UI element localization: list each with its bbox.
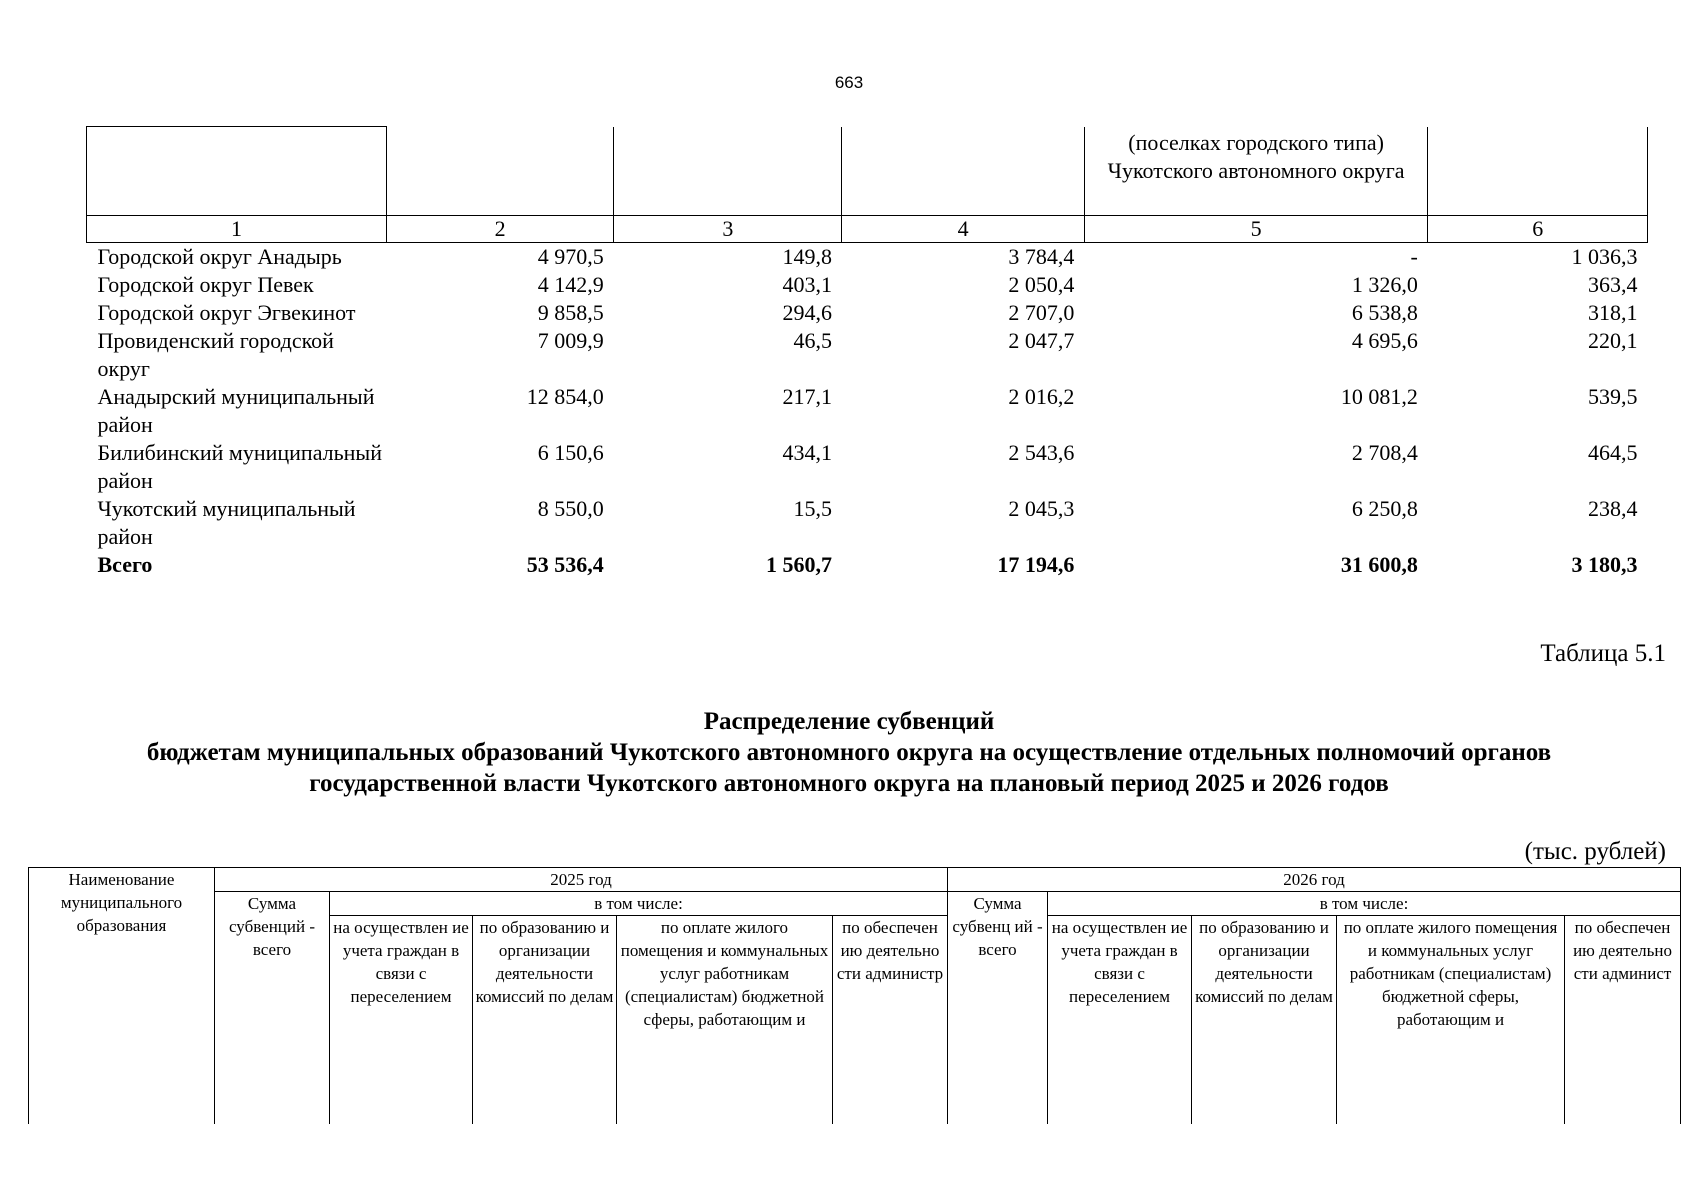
table-row (87, 327, 1648, 383)
cell-value: 2 050,4 (1008, 271, 1075, 297)
column-number: 1 (87, 215, 387, 242)
cell-value: 2 016,2 (1008, 383, 1075, 409)
header-row-continuation (87, 127, 1648, 216)
column-header-including-2025: в том числе: (330, 892, 948, 916)
municipality-name: Провиденский городской округ (97, 327, 334, 381)
cell-value: 7 009,9 (537, 327, 604, 353)
header-cell-3 (614, 127, 842, 216)
column-header-year-2026: 2026 год (948, 868, 1681, 892)
table-row (87, 495, 1648, 551)
cell-value: 10 081,2 (1340, 383, 1418, 409)
cell-value: 403,1 (782, 271, 832, 297)
cell-value: 434,1 (782, 439, 832, 465)
page-number: 663 (834, 73, 864, 92)
cell-value: 46,5 (793, 327, 832, 353)
total-value: 53 536,4 (526, 551, 604, 577)
units-label: (тыс. рублей) (1524, 838, 1666, 865)
municipality-name: Чукотский муниципальный район (97, 495, 356, 549)
table-row (87, 439, 1648, 495)
municipality-name: Городской округ Эгвекинот (97, 299, 356, 325)
column-header-including-2026: в том числе: (1048, 892, 1681, 916)
cell-value: 149,8 (782, 243, 832, 269)
cell-value: 2 707,0 (1008, 299, 1075, 325)
title-line-2: бюджетам муниципальных образований Чукотского автономного округа на осуществление отдельных полномочий органов (146, 739, 1552, 766)
subsidy-distribution-table (28, 867, 1681, 1124)
column-header-total-2025: Сумма субвенций - всего (215, 892, 330, 1125)
cell-value: 217,1 (782, 383, 832, 409)
cell-value: 2 045,3 (1008, 495, 1075, 521)
total-label: Всего (97, 551, 153, 577)
cell-value: 1 036,3 (1571, 243, 1638, 269)
column-header-registration-2025: на осуществлен ие учета граждан в связи с переселением (330, 916, 473, 1125)
column-header-total-2026: Сумма субвенц ий - всего (948, 892, 1048, 1125)
cell-value: 8 550,0 (537, 495, 604, 521)
cell-value: 4 970,5 (537, 243, 604, 269)
table-row (87, 271, 1648, 299)
total-row (87, 551, 1648, 579)
cell-value: 318,1 (1588, 299, 1638, 325)
municipality-name: Городской округ Анадырь (97, 243, 342, 269)
cell-value: 2 047,7 (1008, 327, 1075, 353)
column-header-administration-2026: по обеспечен ию деятельно сти админист (1565, 916, 1681, 1125)
cell-value: 2 543,6 (1008, 439, 1075, 465)
header-row-groups (29, 892, 1681, 916)
cell-value: 9 858,5 (537, 299, 604, 325)
column-number: 2 (387, 215, 614, 242)
municipality-name: Анадырский муниципальный район (97, 383, 375, 437)
total-value: 31 600,8 (1340, 551, 1418, 577)
cell-value: 238,4 (1588, 495, 1638, 521)
cell-value: 6 150,6 (537, 439, 604, 465)
column-header-year-2025: 2025 год (215, 868, 948, 892)
column-header-registration-2026: на осуществлен ие учета граждан в связи с переселением (1048, 916, 1192, 1125)
cell-value: 363,4 (1588, 271, 1638, 297)
column-header-education-2026: по образованию и организации деятельности комиссий по делам (1192, 916, 1337, 1125)
cell-value: 15,5 (793, 495, 832, 521)
column-header-housing-2025: по оплате жилого помещения и коммунальных услуг работникам (специалистам) бюджетной сферы, работающим и (617, 916, 833, 1125)
table-row (87, 242, 1648, 271)
header-cell-6 (1428, 127, 1648, 216)
header-cell-4 (842, 127, 1084, 216)
total-value: 17 194,6 (997, 551, 1075, 577)
column-number: 4 (842, 215, 1084, 242)
cell-value: 4 695,6 (1351, 327, 1418, 353)
column-number: 6 (1428, 215, 1648, 242)
cell-value: - (1410, 243, 1418, 269)
cell-value: 6 250,8 (1351, 495, 1418, 521)
table-row (87, 383, 1648, 439)
cell-value: 220,1 (1588, 327, 1638, 353)
municipality-name: Городской округ Певек (97, 271, 314, 297)
column-header-education-2025: по образованию и организации деятельности комиссий по делам (473, 916, 617, 1125)
cell-value: 539,5 (1588, 383, 1638, 409)
cell-value: 3 784,4 (1008, 243, 1075, 269)
header-row-years (29, 868, 1681, 892)
column-header-administration-2025: по обеспечен ию деятельно сти администр (833, 916, 948, 1125)
title-line-3: государственной власти Чукотского автономного округа на плановый период 2025 и 2026 годов (309, 770, 1389, 797)
cell-value: 2 708,4 (1351, 439, 1418, 465)
table-label: Таблица 5.1 (1540, 640, 1666, 667)
section-title (0, 706, 1698, 799)
column-header-housing-2026: по оплате жилого помещения и коммунальных услуг работникам (специалистам) бюджетной сферы, работающим и (1337, 916, 1565, 1125)
municipality-name: Билибинский муниципальный район (97, 439, 382, 493)
header-cell-5: (поселках городского типа) Чукотского автономного округа (1084, 127, 1428, 216)
cell-value: 6 538,8 (1351, 299, 1418, 325)
cell-value: 12 854,0 (526, 383, 604, 409)
header-cell-1 (87, 127, 387, 216)
cell-value: 4 142,9 (537, 271, 604, 297)
cell-value: 294,6 (782, 299, 832, 325)
total-value: 3 180,3 (1571, 551, 1638, 577)
table-row (87, 299, 1648, 327)
column-header-municipality: Наименование муниципального образования (29, 868, 215, 1125)
cell-value: 1 326,0 (1351, 271, 1418, 297)
column-number: 3 (614, 215, 842, 242)
total-value: 1 560,7 (765, 551, 832, 577)
header-cell-2 (387, 127, 614, 216)
title-line-1: Распределение субвенций (703, 708, 995, 735)
subsidy-table-continuation (86, 126, 1648, 579)
column-number-row (87, 215, 1648, 242)
column-number: 5 (1084, 215, 1428, 242)
cell-value: 464,5 (1588, 439, 1638, 465)
